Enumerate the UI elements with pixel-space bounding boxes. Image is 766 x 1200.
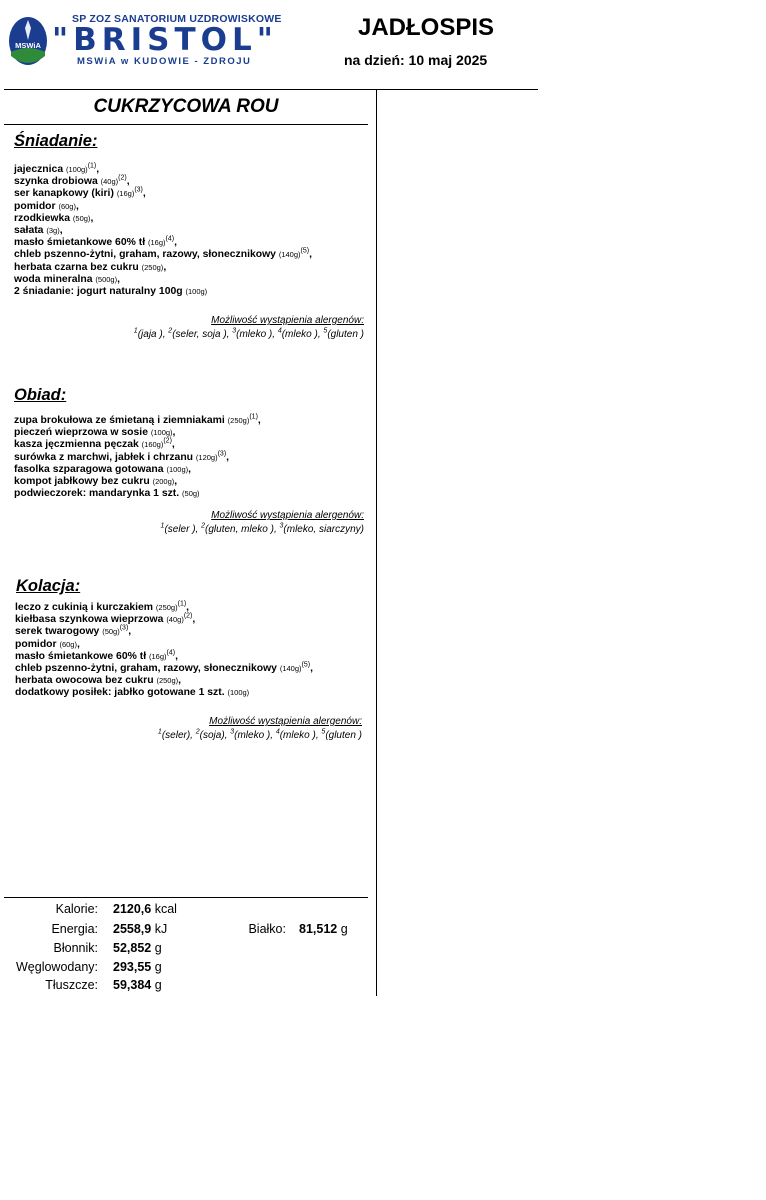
meal-item-suffix: , [178,675,182,687]
allergen-reference: (2) [183,612,193,620]
meal-item-suffix: , [126,176,130,188]
meal-title-dinner: Kolacja: [16,577,81,595]
allergen-number: 3 [279,522,284,530]
allergen-number: 1 [133,327,138,335]
allergen-list-dinner [158,730,362,741]
meal-item-name: herbata czarna bez cukru [14,261,139,273]
meal-item [14,286,312,298]
meal-item-suffix: , [186,602,190,613]
allergen-text: (gluten ) [325,730,362,741]
kalorie-label: Kalorie: [55,902,98,916]
allergen-reference: (2) [118,174,127,182]
meal-item [14,274,312,286]
allergen-reference: (1) [249,413,258,421]
allergen-entry [323,329,364,340]
meal-item-name: woda mineralna [14,273,93,285]
allergen-number: 4 [275,728,280,736]
allergen-reference: (3) [119,624,129,632]
meal-item-name: herbata owocowa bez cukru [15,675,154,687]
meal-item-quantity: (40g) [166,615,184,625]
allergen-reference: (5) [301,661,311,669]
meal-item-quantity: (500g) [95,274,118,284]
institution-subtitle: MSWiA w KUDOWIE - ZDROJU [77,56,252,67]
allergen-list-breakfast [134,329,364,340]
energia-label: Energia: [51,922,98,936]
document-title: JADŁOSPIS [358,14,495,41]
tluszcze-label: Tłuszcze: [45,978,98,992]
meal-item-quantity: (16g) [147,238,166,248]
meal-item-quantity: (250g) [227,416,250,425]
allergen-reference: (4) [165,235,175,243]
bialko-label: Białko: [248,922,286,936]
meal-item [15,675,313,687]
allergen-reference: (2) [163,437,172,445]
weglowodany-label: Węglowodany: [16,960,98,974]
allergen-entry [168,329,229,340]
meal-item [15,651,313,663]
meal-item-quantity: (100g) [227,688,250,698]
allergen-reference: (4) [166,649,176,657]
allergen-reference: (1) [87,162,97,170]
meal-item-name: masło śmietankowe 60% tł [15,650,147,662]
meal-item [14,188,312,200]
meal-item-suffix: , [171,439,175,451]
meal-item-name: kompot jabłkowy bez cukru [14,476,150,488]
meal-item-name: dodatkowy posiłek: jabłko gotowane 1 szt. [15,687,225,699]
allergen-text: (seler), [161,730,193,741]
allergen-number: 4 [277,327,282,335]
meal-item [14,415,261,427]
meal-item-name: surówka z marchwi, jabłek i chrzanu [14,451,194,463]
meal-item-quantity: (16g) [116,189,135,199]
meal-item-suffix: , [142,188,146,200]
allergen-entry [134,329,166,340]
meal-item-suffix: , [192,614,196,626]
allergen-text: (mleko ), [234,730,274,741]
meal-item [14,488,261,500]
meal-item-suffix: , [226,451,230,463]
allergen-number: 1 [160,522,165,530]
meal-item-name: ser kanapkowy (kiri) [14,188,114,200]
meal-item-suffix: , [96,164,100,175]
meal-item-suffix: , [310,663,313,675]
meal-item [14,452,261,464]
meal-item-suffix: , [309,249,312,261]
allergen-entry [278,329,321,340]
allergen-reference: (1) [177,600,187,608]
meal-item [14,476,261,488]
meal-item [15,602,313,614]
meal-item-quantity: (200g) [152,477,175,487]
allergen-entry [280,524,364,535]
allergen-text: (mleko ), [279,730,319,741]
meal-item-quantity: (140g) [279,664,302,674]
meal-item [14,201,312,213]
allergen-entry [232,329,275,340]
meal-item-quantity: (40g) [100,177,119,187]
meal-item [14,262,312,274]
meal-item-name: sałata [14,225,44,237]
blonnik-value: 52,852 g [113,941,162,955]
allergen-text: (mleko, siarczyny) [283,524,364,535]
meal-items-dinner [15,602,313,700]
meal-item-suffix: , [90,212,94,224]
meal-item-quantity: (16g) [148,651,167,661]
meal-item-name: leczo z cukinią i kurczakiem [15,602,154,613]
allergen-text: (seler ), [164,524,199,535]
meal-item-name: rzodkiewka [14,212,71,224]
meal-item-name: masło śmietankowe 60% tł [14,237,146,249]
meal-item [15,614,313,626]
meal-item-name: pomidor [15,638,57,650]
meal-item-quantity: (3g) [46,226,60,236]
allergen-heading: Możliwość wystąpienia alergenów: [211,510,364,521]
meal-item-name: pomidor [14,200,56,212]
meal-item-quantity: (50g) [102,627,120,637]
meal-item-quantity: (120g) [195,452,218,462]
meal-item [14,225,312,237]
meal-item-name: kasza jęczmienna pęczak [14,439,139,451]
kalorie-value: 2120,6 kcal [113,902,177,916]
sanatorium-logo [8,14,48,66]
allergen-number: 1 [157,728,162,736]
meal-item-suffix: , [76,638,80,650]
meal-items-lunch [14,415,261,500]
energia-value: 2558,9 kJ [113,922,168,936]
allergen-reference: (3) [217,450,227,458]
allergen-text: (mleko ), [281,329,321,340]
bialko-value: 81,512 g [299,922,348,936]
header-divider [4,89,538,90]
allergen-entry [230,730,273,741]
meal-item [14,164,312,176]
meal-item-quantity: (100g) [150,428,173,438]
weglowodany-value: 293,55 g [113,960,162,974]
tluszcze-value: 59,384 g [113,978,162,992]
meal-item-suffix: , [188,463,192,475]
meal-item-quantity: (100g) [185,287,208,297]
allergen-text: (soja), [199,730,228,741]
meal-item-name: 2 śniadanie: jogurt naturalny 100g [14,286,183,298]
meal-item-name: kiełbasa szynkowa wieprzowa [15,614,164,626]
allergen-number: 2 [201,522,206,530]
meal-item-suffix: , [59,225,63,237]
meal-item-quantity: (60g) [59,639,77,649]
diet-divider [4,124,368,125]
allergen-text: (seler, soja ), [172,329,230,340]
meal-item [15,663,313,675]
meal-item-suffix: , [163,261,167,273]
allergen-entry [158,730,193,741]
meal-item-name: fasolka szparagowa gotowana [14,463,164,475]
meal-item-quantity: (50g) [72,213,91,223]
meal-item [15,626,313,638]
meal-item-quantity: (140g) [278,250,301,260]
allergen-entry [276,730,319,741]
meal-item-name: chleb pszenno-żytni, graham, razowy, słonecznikowy [15,663,277,675]
meal-item-quantity: (60g) [58,201,76,211]
meal-item [14,237,312,249]
meal-items-breakfast [14,164,312,298]
meal-item-quantity: (50g) [182,489,200,499]
meal-item-name: jajecznica [14,164,64,175]
allergen-number: 2 [195,728,200,736]
meal-item [15,639,313,651]
meal-item-suffix: , [174,476,178,488]
meal-item-quantity: (160g) [141,440,164,450]
meal-item-suffix: , [75,200,79,212]
meal-item-name: pieczeń wieprzowa w sosie [14,427,148,439]
allergen-text: (gluten ) [327,329,364,340]
meal-item-suffix: , [128,626,132,638]
institution-name: "BRISTOL" [52,22,278,58]
allergen-entry [161,524,199,535]
column-divider [376,90,377,996]
meal-item-quantity: (100g) [66,165,88,174]
allergen-number: 3 [230,728,235,736]
meal-item-suffix: , [174,237,177,249]
allergen-text: (mleko ), [236,329,276,340]
meal-item-suffix: , [172,427,176,439]
allergen-heading: Możliwość wystąpienia alergenów: [209,716,362,727]
meal-item [14,427,261,439]
meal-item-suffix: , [175,650,178,662]
meal-title-breakfast: Śniadanie: [14,132,98,150]
meal-item-name: serek twarogowy [15,626,100,638]
allergen-list-lunch [161,524,364,535]
logo-text: MSWiA [15,41,41,50]
allergen-number: 5 [323,327,328,335]
allergen-entry [201,524,277,535]
allergen-reference: (5) [300,247,310,255]
meal-item-suffix: , [117,273,120,285]
meal-item-quantity: (100g) [166,464,189,474]
nutrition-divider [4,897,368,898]
blonnik-label: Błonnik: [53,941,98,955]
meal-item-name: szynka drobiowa [14,176,98,188]
meal-item [14,213,312,225]
allergen-number: 3 [232,327,237,335]
allergen-number: 2 [168,327,173,335]
meal-item-quantity: (250g) [156,676,179,686]
allergen-entry [196,730,228,741]
meal-item [14,249,312,261]
meal-item-quantity: (250g) [155,603,178,612]
meal-item-suffix: , [257,415,261,426]
meal-title-lunch: Obiad: [14,386,67,404]
meal-item-name: zupa brokułowa ze śmietaną i ziemniakami [14,415,225,426]
meal-item [14,176,312,188]
document-date: na dzień: 10 maj 2025 [344,52,488,68]
allergen-heading: Możliwość wystąpienia alergenów: [211,315,364,326]
allergen-entry [321,730,362,741]
meal-item [14,464,261,476]
meal-item [15,687,313,699]
meal-item-quantity: (250g) [141,262,164,272]
institution-top-line: SP ZOZ SANATORIUM UZDROWISKOWE [72,13,282,25]
allergen-text: (gluten, mleko ), [205,524,277,535]
allergen-number: 5 [321,728,326,736]
meal-item-name: podwieczorek: mandarynka 1 szt. [14,488,180,500]
meal-item-name: chleb pszenno-żytni, graham, razowy, słonecznikowy [14,249,276,261]
allergen-text: (jaja ), [137,329,166,340]
diet-name: CUKRZYCOWA ROU [93,96,279,117]
allergen-reference: (3) [134,186,143,194]
